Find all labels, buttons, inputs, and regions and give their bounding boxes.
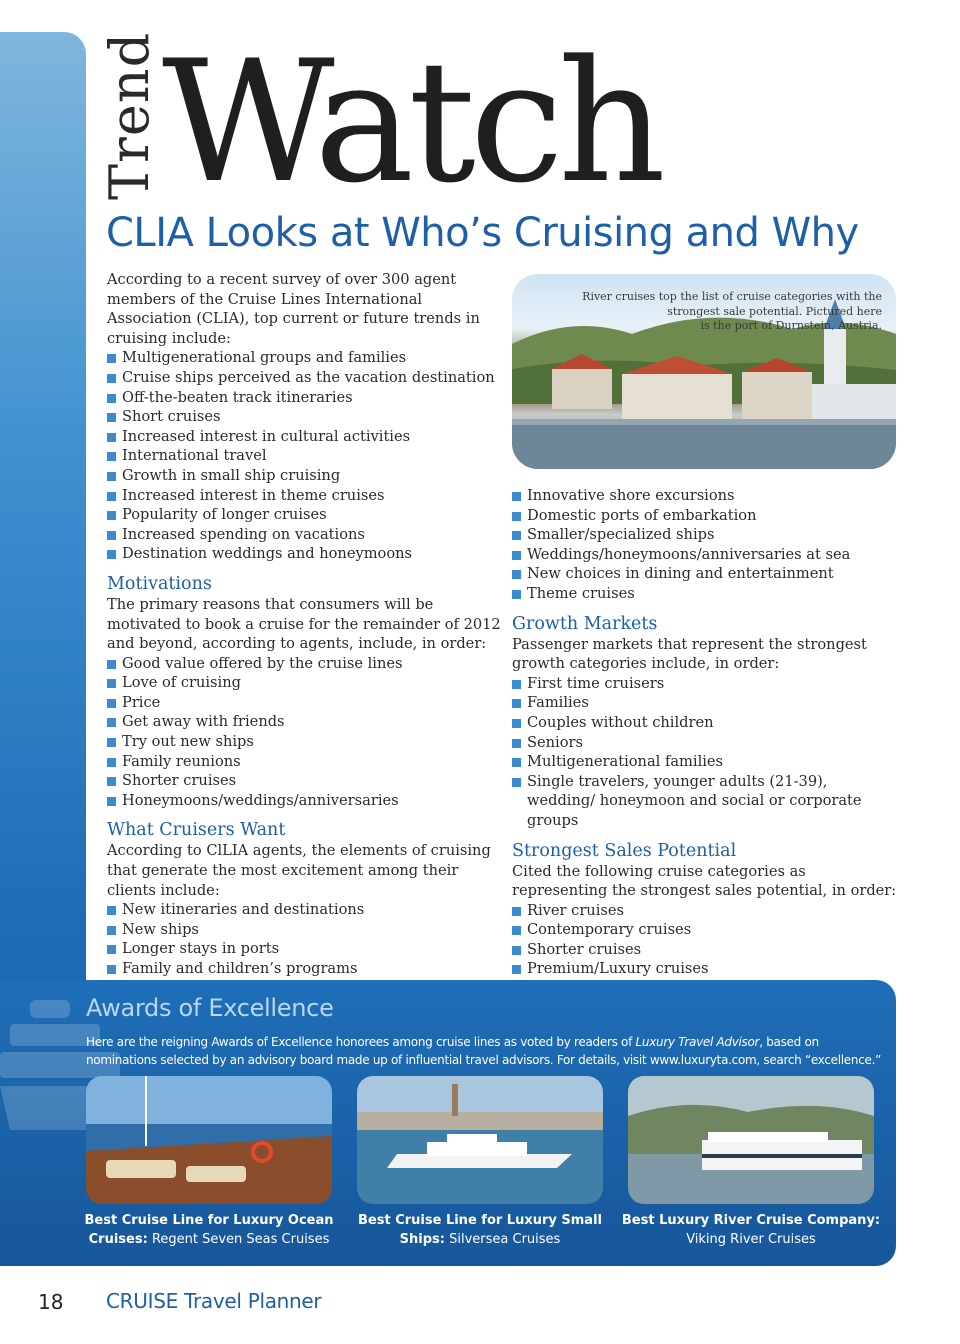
list-item: New choices in dining and entertainment [512,564,897,584]
trends-list-continued [512,486,897,604]
list-item: Get away with friends [107,712,502,732]
right-column [512,486,897,979]
list-item: Price [107,693,502,713]
list-item: Theme cruises [512,584,897,604]
what-cruisers-want-paragraph: According to ClLIA agents, the elements of cruising that generate the most excitement among their clients include: [107,842,491,899]
list-item: Good value offered by the cruise lines [107,654,502,674]
intro-paragraph: According to a recent survey of over 300 agent members of the Cruise Lines International Association (CLIA), top current or future trends in cruising include: [107,271,480,347]
list-item: Premium/Luxury cruises [512,959,897,979]
list-item: Couples without children [512,713,897,733]
list-item: Shorter cruises [512,940,897,960]
what-cruisers-want-list [107,900,502,978]
list-item: Popularity of longer cruises [107,505,502,525]
left-column [107,270,502,979]
sales-potential-heading: Strongest Sales Potential [512,840,737,861]
list-item: Family and children’s programs [107,959,502,979]
list-item: Multigenerational groups and families [107,348,502,368]
list-item: Domestic ports of embarkation [512,506,897,526]
list-item: Try out new ships [107,732,502,752]
river-cruise-photo [628,1076,874,1204]
list-item: Smaller/specialized ships [512,525,897,545]
awards-intro: Here are the reigning Awards of Excellence honorees among cruise lines as voted by readers of Luxury Travel Advisor, based on nominations selected by an advisory board made up of influential travel advisors. For details, visit www.luxuryta.com, search “excellence.” [86,1035,882,1067]
award-caption-2: Best Cruise Line for Luxury Small Ships: Silversea Cruises [358,1213,602,1247]
motivations-paragraph: The primary reasons that consumers will be motivated to book a cruise for the remainder of 2012 and beyond, according to agents, include, in order: [107,595,501,653]
list-item: Growth in small ship cruising [107,466,502,486]
list-item: New ships [107,920,502,940]
list-item: Longer stays in ports [107,939,502,959]
page-number: 18 [38,1290,64,1314]
award-caption-1: Best Cruise Line for Luxury Ocean Cruises: Regent Seven Seas Cruises [84,1213,334,1247]
article-headline: CLIA Looks at Who’s Cruising and Why [106,210,859,256]
list-item: Increased spending on vacations [107,525,502,545]
photo-caption: River cruises top the list of cruise categories with the strongest sale potential. Pictured here is the port of Durnstein, Austria. [582,290,882,332]
list-item: Love of cruising [107,673,502,693]
award-caption-3: Best Luxury River Cruise Company: Viking River Cruises [621,1213,881,1247]
growth-markets-paragraph: Passenger markets that represent the strongest growth categories include, in order: [512,635,867,673]
list-item: River cruises [512,901,897,921]
list-item: First time cruisers [512,674,897,694]
list-item: Seniors [512,733,897,753]
list-item: Shorter cruises [107,771,502,791]
list-item: Increased interest in theme cruises [107,486,502,506]
what-cruisers-want-heading: What Cruisers Want [107,820,286,841]
sales-potential-list [512,901,897,979]
sales-potential-paragraph: Cited the following cruise categories as representing the strongest sales potential, in order: [512,862,897,900]
list-item: Honeymoons/weddings/anniversaries [107,791,502,811]
small-ship-photo [357,1076,603,1204]
list-item: Increased interest in cultural activities [107,427,502,447]
list-item: Cruise ships perceived as the vacation destination [107,368,502,388]
list-item: Off-the-beaten track itineraries [107,388,502,408]
list-item: International travel [107,446,502,466]
list-item: Families [512,693,897,713]
awards-heading: Awards of Excellence [86,994,334,1022]
page-title: Watch [162,24,661,220]
list-item: Weddings/honeymoons/anniversaries at sea [512,545,897,565]
list-item: Family reunions [107,752,502,772]
growth-markets-heading: Growth Markets [512,613,658,634]
trends-list [107,348,502,564]
trend-kicker: Trend [98,31,161,200]
motivations-list [107,654,502,811]
list-item: Destination weddings and honeymoons [107,544,502,564]
list-item: Contemporary cruises [512,920,897,940]
list-item: Multigenerational families [512,752,897,772]
list-item: New itineraries and destinations [107,900,502,920]
list-item: Innovative shore excursions [512,486,897,506]
growth-markets-list [512,674,897,831]
ocean-cruise-deck-photo [86,1076,332,1204]
publication-title: CRUISE Travel Planner [106,1289,322,1313]
list-item: Single travelers, younger adults (21-39), wedding/ honeymoon and social or corporate groups [512,772,897,831]
list-item: Short cruises [107,407,502,427]
motivations-heading: Motivations [107,573,212,594]
